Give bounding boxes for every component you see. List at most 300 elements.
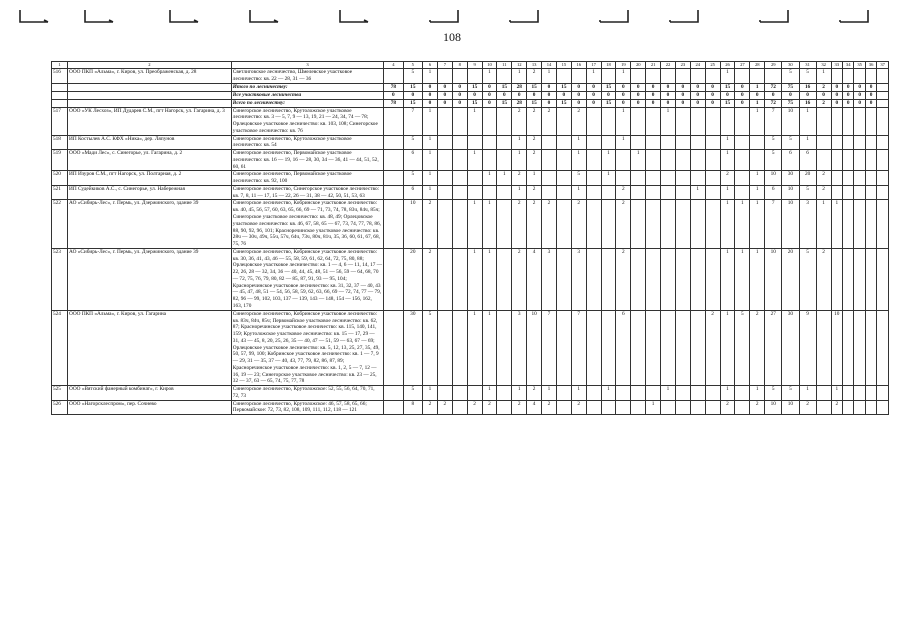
value-cell [542,171,557,186]
value-cell: 2 [437,400,452,415]
value-cell [661,200,676,248]
value-cell [735,185,750,200]
value-cell: 7 [403,107,422,135]
value-cell [843,171,854,186]
value-cell: 5 [403,171,422,186]
value-cell: 5 [403,135,422,150]
value-cell [865,185,876,200]
value-cell [690,171,705,186]
value-cell [437,107,452,135]
value-cell [631,69,646,84]
value-cell [675,310,690,385]
value-cell: 1 [542,386,557,401]
value-cell [843,400,854,415]
column-number: 37 [877,62,889,69]
blank-cell [877,99,889,107]
blank-cell [52,83,68,91]
value-cell [542,135,557,150]
value-cell: 2 [467,400,482,415]
total-cell: 0 [437,91,452,99]
value-cell: 2 [816,171,831,186]
value-cell [854,248,865,310]
value-cell [631,386,646,401]
value-cell [831,185,842,200]
value-cell [705,135,720,150]
total-cell: 15 [467,99,482,107]
value-cell [854,107,865,135]
value-cell [816,400,831,415]
total-cell: 0 [423,83,438,91]
value-cell: 1 [586,69,601,84]
value-cell [877,185,889,200]
total-cell: 78 [384,99,403,107]
value-cell [586,310,601,385]
total-cell: 0 [690,91,705,99]
value-cell: 2 [799,400,816,415]
total-cell: 0 [705,83,720,91]
value-cell [437,150,452,171]
value-cell [556,135,571,150]
value-cell: 2 [512,400,527,415]
value-cell: 2 [527,185,542,200]
total-cell: 0 [571,83,586,91]
value-cell [452,171,467,186]
value-cell: 1 [750,200,765,248]
value-cell [765,69,782,84]
value-cell: 1 [720,386,735,401]
value-cell: 1 [482,171,497,186]
total-cell: 0 [467,91,482,99]
total-cell: 0 [616,91,631,99]
total-cell: 15 [403,99,422,107]
value-cell [631,107,646,135]
value-cell [631,171,646,186]
value-cell [631,310,646,385]
value-cell: 1 [482,310,497,385]
value-cell: 10 [765,400,782,415]
value-cell [601,185,616,200]
value-cell: 10 [782,400,799,415]
total-cell: 15 [556,83,571,91]
value-cell [690,150,705,171]
column-number: 16 [571,62,586,69]
blank-cell [52,99,68,107]
value-cell: 1 [720,150,735,171]
value-cell [452,135,467,150]
value-cell: 2 [571,107,586,135]
organization-cell: ИП Судейкиков А.С., с. Синегорье, ул. Набережная [68,185,232,200]
value-cell [750,150,765,171]
value-cell [877,107,889,135]
value-cell [690,135,705,150]
value-cell [384,171,403,186]
column-number: 8 [452,62,467,69]
value-cell [854,400,865,415]
value-cell [616,386,631,401]
row-number: 524 [52,310,68,385]
value-cell [542,185,557,200]
value-cell: 1 [482,248,497,310]
column-number: 17 [586,62,601,69]
total-cell: 0 [831,99,842,107]
value-cell [482,150,497,171]
total-cell: 1 [750,83,765,91]
total-cell: 0 [854,83,865,91]
value-cell: 5 [735,310,750,385]
total-cell: 0 [497,91,512,99]
blank-cell [68,99,232,107]
value-cell: 5 [799,248,816,310]
column-number: 23 [675,62,690,69]
value-cell [586,400,601,415]
value-cell [452,400,467,415]
value-cell: 1 [467,248,482,310]
total-cell: 0 [616,83,631,91]
forest-area-cell: Синегорское лесничество, Первомайское участковое лесничество: кв. 16 — 19, 16 — 28, 30, 34 — 36, 41 — 44, 51, 52, 60, 61 [231,150,383,171]
value-cell: 1 [423,135,438,150]
value-cell: 1 [482,386,497,401]
value-cell [586,107,601,135]
value-cell: 1 [750,185,765,200]
value-cell [675,150,690,171]
row-number: 525 [52,386,68,401]
column-number: 6 [423,62,438,69]
column-number: 18 [601,62,616,69]
column-number: 35 [854,62,865,69]
value-cell: 30 [782,171,799,186]
value-cell [854,171,865,186]
value-cell: 5 [782,69,799,84]
value-cell: 10 [527,310,542,385]
value-cell [854,310,865,385]
total-cell: 0 [765,91,782,99]
value-cell [497,400,512,415]
value-cell [735,171,750,186]
value-cell: 10 [403,200,422,248]
value-cell [690,400,705,415]
value-cell [705,69,720,84]
column-number: 32 [816,62,831,69]
punch-bracket-11 [840,10,868,22]
value-cell [865,171,876,186]
value-cell [384,200,403,248]
value-cell [601,107,616,135]
value-cell [452,185,467,200]
value-cell [452,248,467,310]
value-cell: 2 [423,200,438,248]
value-cell [750,135,765,150]
value-cell: 2 [705,310,720,385]
register-row [52,386,889,401]
value-cell [437,200,452,248]
column-number: 14 [542,62,557,69]
row-number: 520 [52,171,68,186]
value-cell: 6 [782,150,799,171]
total-cell: 0 [586,91,601,99]
value-cell: 1 [571,185,586,200]
value-cell: 2 [816,248,831,310]
total-cell: 16 [799,99,816,107]
value-cell: 1 [497,171,512,186]
column-number: 27 [735,62,750,69]
total-cell: 0 [586,99,601,107]
value-cell: 3 [512,310,527,385]
value-cell [843,107,854,135]
punch-bracket-9 [670,10,698,22]
row-number: 523 [52,248,68,310]
column-number: 26 [720,62,735,69]
total-cell: 0 [403,91,422,99]
value-cell [437,248,452,310]
value-cell: 8 [403,400,422,415]
total-cell: 0 [423,91,438,99]
value-cell: 2 [816,185,831,200]
value-cell: 5 [765,150,782,171]
value-cell: 10 [782,107,799,135]
total-cell: 0 [865,83,876,91]
value-cell: 2 [512,171,527,186]
column-number: 1 [52,62,68,69]
value-cell: 1 [816,69,831,84]
register-row [52,171,889,186]
value-cell [865,386,876,401]
column-number: 22 [661,62,676,69]
total-cell: 15 [527,99,542,107]
value-cell [482,135,497,150]
value-cell: 6 [799,150,816,171]
value-cell [497,248,512,310]
value-cell: 10 [782,185,799,200]
total-label: Итого по лесничеству: [231,83,383,91]
total-cell: 0 [735,83,750,91]
value-cell: 6 [765,185,782,200]
value-cell [586,185,601,200]
value-cell [675,185,690,200]
value-cell [467,386,482,401]
value-cell: 1 [750,107,765,135]
value-cell [556,185,571,200]
value-cell [467,69,482,84]
value-cell: 2 [720,171,735,186]
value-cell [452,310,467,385]
value-cell: 7 [765,107,782,135]
value-cell: 30 [782,310,799,385]
value-cell [661,171,676,186]
value-cell [556,150,571,171]
value-cell [556,386,571,401]
total-cell: 15 [720,83,735,91]
value-cell: 5 [782,386,799,401]
value-cell: 6 [403,185,422,200]
total-cell: 0 [384,91,403,99]
value-cell: 5 [799,185,816,200]
total-row [52,91,889,99]
value-cell [831,171,842,186]
total-cell: 15 [527,83,542,91]
value-cell [843,150,854,171]
value-cell [631,135,646,150]
value-cell [690,248,705,310]
value-cell [646,310,661,385]
value-cell [631,200,646,248]
value-cell [865,107,876,135]
value-cell: 5 [782,135,799,150]
value-cell: 1 [720,248,735,310]
value-cell: 1 [482,69,497,84]
value-cell: 7 [571,310,586,385]
total-cell: 0 [865,99,876,107]
value-cell [437,386,452,401]
forest-area-cell: Синегорское лесничество, Кобринское участковое лесничество: кв. 83ч, 84ч, 85ч; Первомайское участковое лесничество: кв. 62, 87; Красноречинское участковое лесничество: кв. 115, 140, 141, 159; Крутоложское участковое лесничество: кв. 15 — 17, 29 — 31, 43 — 45, 8, 20, 25, 26, 35 — 40, 47 — 51, 59 — 63, 67 — 69; Орлецовское участковое лесничество: кв. 5, 12, 13, 25, 27, 35, 49, 50, 57, 99, 100; Кобринское участковое лесничество: кв. 1 — 7, 9 — 29, 31 — 35, 37 — 40, 43, 77, 79, 82, 86, 87, 89; Красноречинское участковое лесничество: кв. 1, 2, 5 — 7, 12 — 16, 19 — 23; Синегорское участковое лесничество: кв. 23 — 25, 32 — 37, 63 — 65, 74, 75, 77, 78 [231,310,383,385]
organization-cell: ООО «УК Лесхоз», ИП Дударев С.М., пгт Нагорск, ул. Гагарина, д. 3 [68,107,232,135]
value-cell [816,107,831,135]
value-cell [586,135,601,150]
value-cell [467,171,482,186]
value-cell [601,248,616,310]
value-cell: 20 [782,248,799,310]
register-row [52,150,889,171]
value-cell [865,248,876,310]
value-cell [877,135,889,150]
column-number: 15 [556,62,571,69]
register-row [52,135,889,150]
value-cell [877,248,889,310]
total-cell: 75 [782,99,799,107]
forest-area-cell: Синегорское лесничество, Первомайское участковое лесничество: кв. 92, 100 [231,171,383,186]
value-cell [452,150,467,171]
total-cell: 0 [843,99,854,107]
organization-cell: ООО «Нагорсклеспром», пер. Сочнево [68,400,232,415]
value-cell [586,248,601,310]
column-number: 20 [631,62,646,69]
total-cell: 15 [497,99,512,107]
total-label: Все участковые лесничества [231,91,383,99]
forest-area-cell: Синегорское лесничество, Синегорское участковое лесничество: кв. 7, 8, 11 — 17, 15 — 22, 26 — 31, 38 — 42, 50, 51, 53, 63 [231,185,383,200]
value-cell [601,200,616,248]
value-cell [816,310,831,385]
value-cell [705,107,720,135]
value-cell: 1 [423,69,438,84]
value-cell [601,69,616,84]
total-cell: 0 [854,91,865,99]
total-cell: 0 [720,91,735,99]
punch-bracket-1 [20,10,48,22]
value-cell [690,200,705,248]
value-cell: 1 [750,386,765,401]
value-cell [831,135,842,150]
total-cell: 2 [816,83,831,91]
organization-cell: ООО «Мади Лес», с. Синегорье, ул. Гагарина, д. 2 [68,150,232,171]
total-cell: 0 [661,83,676,91]
total-cell: 0 [542,99,557,107]
value-cell [661,310,676,385]
value-cell [467,135,482,150]
total-cell: 72 [765,83,782,91]
value-cell: 2 [542,400,557,415]
total-cell: 0 [675,83,690,91]
total-cell: 0 [831,91,842,99]
value-cell [675,107,690,135]
value-cell [556,400,571,415]
total-cell: 0 [452,99,467,107]
value-cell [616,171,631,186]
row-number: 526 [52,400,68,415]
row-number: 516 [52,69,68,84]
value-cell [384,69,403,84]
value-cell [865,200,876,248]
value-cell: 1 [799,135,816,150]
value-cell: 2 [512,200,527,248]
total-cell: 15 [720,99,735,107]
column-number: 3 [231,62,383,69]
total-cell: 0 [482,91,497,99]
punch-bracket-6 [430,10,458,22]
value-cell [497,107,512,135]
column-number: 11 [497,62,512,69]
blank-cell [68,91,232,99]
value-cell: 1 [735,248,750,310]
value-cell [497,310,512,385]
value-cell [452,107,467,135]
value-cell: 5 [423,310,438,385]
value-cell: 1 [750,171,765,186]
row-number: 522 [52,200,68,248]
value-cell: 2 [527,107,542,135]
punch-bracket-3 [170,10,198,22]
value-cell: 1 [735,200,750,248]
value-cell: 1 [720,200,735,248]
value-cell: 4 [527,248,542,310]
column-number: 5 [403,62,422,69]
value-cell [877,150,889,171]
value-cell [705,185,720,200]
value-cell [877,310,889,385]
value-cell [661,135,676,150]
value-cell: 2 [542,107,557,135]
value-cell [661,150,676,171]
forest-area-cell: Синегорское лесничество, Крутоложское участковое лесничество: кв. 54 [231,135,383,150]
total-cell: 0 [631,83,646,91]
value-cell: 2 [616,200,631,248]
value-cell: 2 [527,200,542,248]
total-cell: 15 [556,99,571,107]
value-cell [877,171,889,186]
total-cell: 0 [542,83,557,91]
value-cell: 1 [482,200,497,248]
value-cell [831,150,842,171]
value-cell: 1 [423,386,438,401]
value-cell [467,185,482,200]
total-cell: 15 [601,99,616,107]
value-cell [571,69,586,84]
value-cell [437,171,452,186]
blank-cell [877,91,889,99]
total-cell: 0 [542,91,557,99]
value-cell: 2 [423,400,438,415]
value-cell: 10 [782,200,799,248]
value-cell: 3 [571,248,586,310]
column-number: 34 [843,62,854,69]
column-number: 21 [646,62,661,69]
register-row [52,248,889,310]
value-cell: 1 [831,386,842,401]
value-cell [661,400,676,415]
column-number: 13 [527,62,542,69]
value-cell: 2 [571,400,586,415]
value-cell [384,135,403,150]
total-cell: 0 [646,91,661,99]
total-cell: 0 [423,99,438,107]
